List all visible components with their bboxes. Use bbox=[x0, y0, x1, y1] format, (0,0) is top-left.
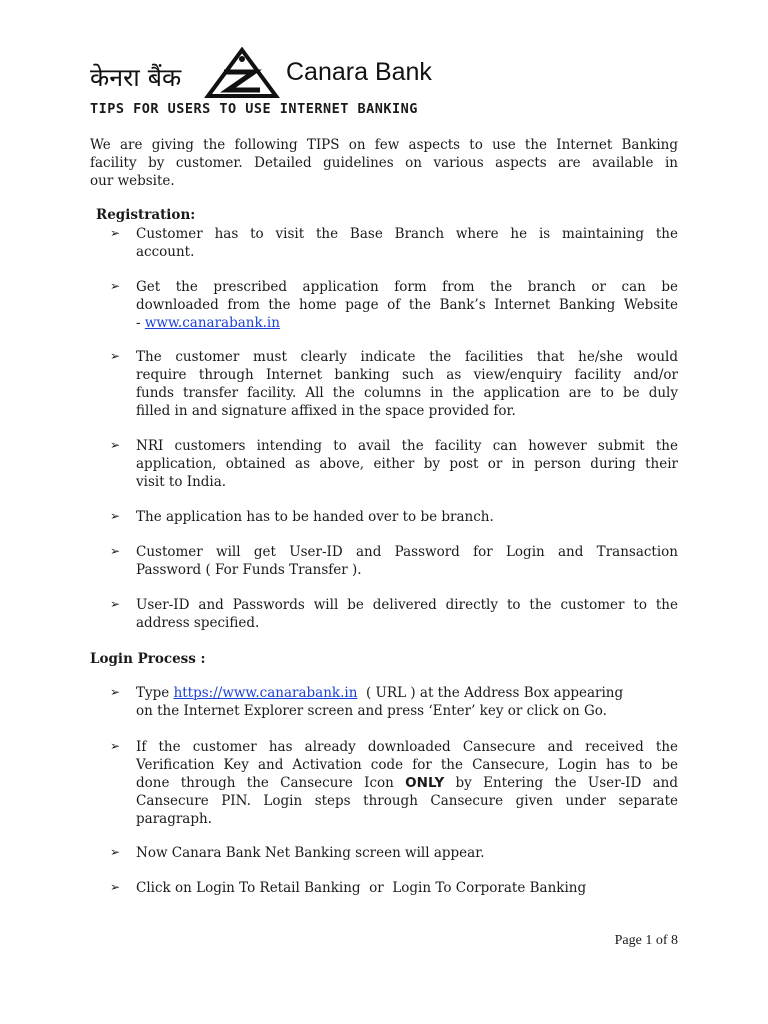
arrow-bullet-icon: ➢ bbox=[110, 509, 121, 523]
list-item-line bbox=[136, 774, 678, 792]
arrow-bullet-icon: ➢ bbox=[110, 226, 121, 240]
list-item-line: Now Canara Bank Net Banking screen will appear. bbox=[136, 845, 485, 861]
list-item-line: The customer must clearly indicate the facilities that he/she would bbox=[136, 349, 678, 365]
list-item-line: on the Internet Explorer screen and press ‘Enter’ key or click on Go. bbox=[136, 703, 607, 719]
list-item-line: Get the prescribed application form from the branch or can be bbox=[136, 279, 678, 295]
list-item-line: application, obtained as above, either by post or in person during their bbox=[136, 456, 678, 472]
canara-bank-logo bbox=[90, 46, 470, 106]
list-item-line: funds transfer facility. All the columns in the application are to be duly bbox=[136, 385, 678, 401]
canara-emblem-icon bbox=[202, 46, 282, 106]
list-item-line: filled in and signature affixed in the space provided for. bbox=[136, 403, 516, 419]
arrow-bullet-icon: ➢ bbox=[110, 739, 121, 753]
arrow-bullet-icon: ➢ bbox=[110, 845, 121, 859]
intro-line: our website. bbox=[90, 173, 175, 189]
dash-prefix: - bbox=[136, 315, 145, 331]
list-item-line: account. bbox=[136, 244, 195, 260]
login-process-heading: Login Process : bbox=[90, 651, 206, 667]
document-title: TIPS FOR USERS TO USE INTERNET BANKING bbox=[90, 101, 418, 117]
text-segment: done through the Cansecure Icon bbox=[136, 775, 406, 791]
list-item-line bbox=[136, 314, 678, 332]
intro-line: facility by customer. Detailed guidelines on various aspects are available in bbox=[90, 155, 678, 171]
list-item-line: The application has to be handed over to be branch. bbox=[136, 509, 494, 525]
arrow-bullet-icon: ➢ bbox=[110, 279, 121, 293]
arrow-bullet-icon: ➢ bbox=[110, 544, 121, 558]
list-item-line: Password ( For Funds Transfer ). bbox=[136, 562, 362, 578]
logo-hindi-text: केनरा बैंक bbox=[90, 63, 182, 92]
list-item-line: require through Internet banking such as view/enquiry facility and/or bbox=[136, 367, 678, 383]
text-segment: Type bbox=[136, 685, 174, 701]
arrow-bullet-icon: ➢ bbox=[110, 597, 121, 611]
text-segment: ( URL ) at the Address Box appearing bbox=[357, 685, 624, 701]
list-item-line: address specified. bbox=[136, 615, 260, 631]
registration-heading: Registration: bbox=[96, 207, 196, 223]
list-item-line: NRI customers intending to avail the facility can however submit the bbox=[136, 438, 678, 454]
list-item-line: Customer has to visit the Base Branch where he is maintaining the bbox=[136, 226, 678, 242]
list-item-line: Click on Login To Retail Banking or Login To Corporate Banking bbox=[136, 880, 587, 896]
canarabank-website-link[interactable]: www.canarabank.in bbox=[144, 315, 280, 331]
logo-english-text: Canara Bank bbox=[286, 58, 432, 86]
arrow-bullet-icon: ➢ bbox=[110, 438, 121, 452]
list-item-line: User-ID and Passwords will be delivered directly to the customer to the bbox=[136, 597, 678, 613]
page-number: Page 1 of 8 bbox=[614, 933, 678, 948]
emphasis-only: ONLY bbox=[405, 775, 445, 791]
arrow-bullet-icon: ➢ bbox=[110, 880, 121, 894]
list-item-line: Verification Key and Activation code for the Cansecure, Login has to be bbox=[136, 757, 678, 773]
arrow-bullet-icon: ➢ bbox=[110, 349, 121, 363]
list-item-line: downloaded from the home page of the Bank’s Internet Banking Website bbox=[136, 297, 678, 313]
intro-line: We are giving the following TIPS on few aspects to use the Internet Banking bbox=[90, 137, 678, 153]
arrow-bullet-icon: ➢ bbox=[110, 685, 121, 699]
canarabank-url-link[interactable]: https://www.canarabank.in bbox=[173, 685, 358, 701]
list-item-line: Customer will get User-ID and Password for Login and Transaction bbox=[136, 544, 678, 560]
list-item-line: Cansecure PIN. Login steps through Cansecure given under separate bbox=[136, 793, 678, 809]
list-item-line: paragraph. bbox=[136, 811, 212, 827]
intro-paragraph bbox=[90, 136, 678, 190]
text-segment: by Entering the User-ID and bbox=[444, 775, 678, 791]
list-item-line: If the customer has already downloaded Cansecure and received the bbox=[136, 739, 678, 755]
list-item-line: visit to India. bbox=[136, 474, 227, 490]
list-item-line bbox=[136, 684, 678, 702]
